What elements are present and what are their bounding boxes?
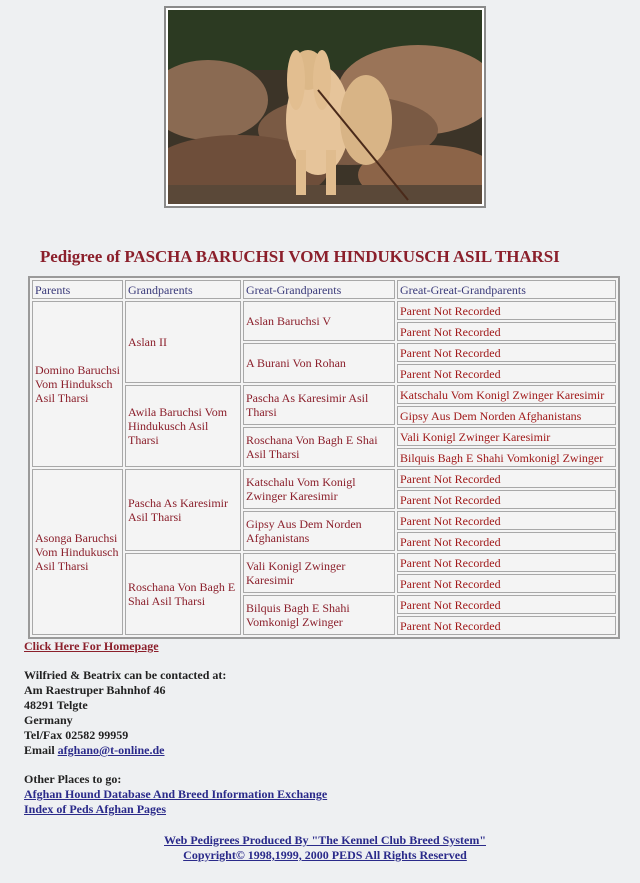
great-grandparent-4: Roschana Von Bagh E Shai Asil Tharsi — [243, 427, 395, 467]
ggg-13: Parent Not Recorded — [397, 553, 616, 572]
dog-photo — [164, 6, 486, 208]
header-grandparents: Grandparents — [125, 280, 241, 299]
contact-intro: Wilfried & Beatrix can be contacted at: — [24, 668, 227, 682]
ggg-2: Parent Not Recorded — [397, 322, 616, 341]
ggg-5: Katschalu Vom Konigl Zwinger Karesimir — [397, 385, 616, 404]
ggg-11: Parent Not Recorded — [397, 511, 616, 530]
great-grandparent-7: Vali Konigl Zwinger Karesimir — [243, 553, 395, 593]
parent-dam: Asonga Baruchsi Vom Hindukusch Asil Tharsi — [32, 469, 123, 635]
kennel-club-link[interactable]: Web Pedigrees Produced By "The Kennel Club Breed System" — [164, 833, 486, 847]
grandparent-4: Roschana Von Bagh E Shai Asil Tharsi — [125, 553, 241, 635]
homepage-link[interactable]: Click Here For Homepage — [24, 639, 159, 653]
ggg-6: Gipsy Aus Dem Norden Afghanistans — [397, 406, 616, 425]
copyright-link[interactable]: Copyright© 1998,1999, 2000 PEDS All Rights Reserved — [183, 848, 467, 862]
header-great-grandparents: Great-Grandparents — [243, 280, 395, 299]
great-grandparent-8: Bilquis Bagh E Shahi Vomkonigl Zwinger — [243, 595, 395, 635]
page-title: Pedigree of PASCHA BARUCHSI VOM HINDUKUSCH ASIL THARSI — [40, 247, 560, 266]
ggg-12: Parent Not Recorded — [397, 532, 616, 551]
contact-phone: Tel/Fax 02582 99959 — [24, 728, 129, 742]
grandparent-2: Awila Baruchsi Vom Hindukusch Asil Tharsi — [125, 385, 241, 467]
ggg-16: Parent Not Recorded — [397, 616, 616, 635]
header-parents: Parents — [32, 280, 123, 299]
afghan-database-link[interactable]: Afghan Hound Database And Breed Information Exchange — [24, 787, 328, 801]
great-grandparent-5: Katschalu Vom Konigl Zwinger Karesimir — [243, 469, 395, 509]
email-label: Email — [24, 743, 55, 757]
ggg-4: Parent Not Recorded — [397, 364, 616, 383]
ggg-9: Parent Not Recorded — [397, 469, 616, 488]
grandparent-3: Pascha As Karesimir Asil Tharsi — [125, 469, 241, 551]
ggg-1: Parent Not Recorded — [397, 301, 616, 320]
footer — [140, 833, 510, 863]
great-grandparent-6: Gipsy Aus Dem Norden Afghanistans — [243, 511, 395, 551]
afghan-hound-image — [168, 10, 482, 204]
ggg-14: Parent Not Recorded — [397, 574, 616, 593]
header-row — [32, 280, 616, 299]
email-link[interactable]: afghano@t-online.de — [57, 743, 165, 757]
ggg-3: Parent Not Recorded — [397, 343, 616, 362]
contact-email-line — [24, 743, 226, 758]
index-peds-link[interactable]: Index of Peds Afghan Pages — [24, 802, 167, 816]
header-great-great-grandparents: Great-Great-Grandparents — [397, 280, 616, 299]
great-grandparent-2: A Burani Von Rohan — [243, 343, 395, 383]
ggg-8: Bilquis Bagh E Shahi Vomkonigl Zwinger — [397, 448, 616, 467]
parent-sire: Domino Baruchsi Vom Hinduksch Asil Tharsi — [32, 301, 123, 467]
ggg-15: Parent Not Recorded — [397, 595, 616, 614]
contact-city: 48291 Telgte — [24, 698, 88, 712]
other-places-block — [24, 772, 327, 817]
contact-country: Germany — [24, 713, 73, 727]
ggg-7: Vali Konigl Zwinger Karesimir — [397, 427, 616, 446]
contact-block — [24, 668, 226, 758]
great-grandparent-1: Aslan Baruchsi V — [243, 301, 395, 341]
grandparent-1: Aslan II — [125, 301, 241, 383]
pedigree-table — [28, 276, 620, 639]
ggg-10: Parent Not Recorded — [397, 490, 616, 509]
great-grandparent-3: Pascha As Karesimir Asil Tharsi — [243, 385, 395, 425]
other-places-heading: Other Places to go: — [24, 772, 122, 786]
contact-street: Am Raestruper Bahnhof 46 — [24, 683, 166, 697]
